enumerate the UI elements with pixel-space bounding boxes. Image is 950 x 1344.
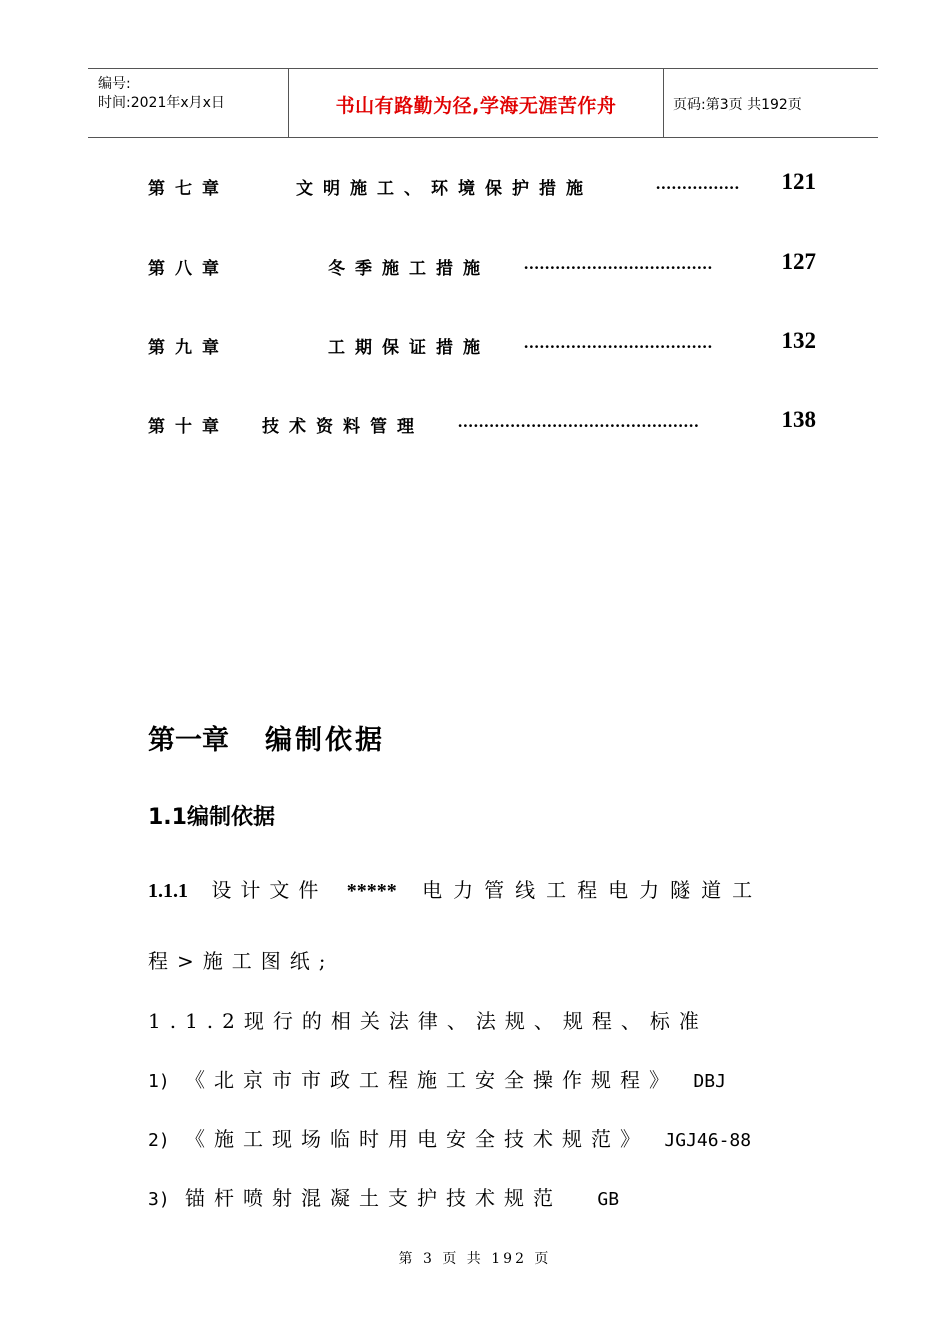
- reference-item: [148, 1182, 619, 1211]
- toc-entry[interactable]: [148, 250, 816, 280]
- reference-item: [148, 1123, 751, 1152]
- toc-leader-dots: ....................................: [524, 254, 713, 273]
- toc-leader-dots: ................: [656, 174, 740, 193]
- toc-page-number: 138: [781, 407, 816, 432]
- document-number-label: 编号:: [98, 76, 131, 92]
- page-footer: 第 3 页 共 192 页: [398, 1251, 552, 1267]
- paragraph-1-1-1-cont: 程>施工图纸;: [148, 949, 335, 973]
- document-time-label: 时间:2021年x月x日: [98, 95, 225, 111]
- section-heading: 1.1编制依据: [148, 805, 275, 830]
- chapter-number: 第一章: [148, 725, 229, 756]
- page-header: [88, 68, 878, 138]
- header-motto: 书山有路勤为径,学海无涯苦作舟: [335, 95, 617, 117]
- header-page-cell: [663, 69, 878, 137]
- reference-code: DBJ: [693, 1071, 726, 1092]
- reference-code: JGJ46-88: [664, 1130, 752, 1151]
- toc-chapter: 第七章: [148, 179, 229, 199]
- header-meta-cell: [88, 69, 288, 137]
- reference-title: 锚杆喷射混凝土支护技术规范: [185, 1186, 563, 1210]
- toc-page-number: 132: [781, 328, 816, 353]
- toc-page-number: 127: [781, 249, 816, 274]
- toc-chapter: 第八章: [148, 259, 229, 279]
- toc-entry[interactable]: [148, 408, 816, 438]
- toc-leader-dots: ....................................: [524, 333, 713, 352]
- reference-title: 《北京市市政工程施工安全操作规程》: [185, 1068, 679, 1092]
- toc-chapter: 第十章: [148, 417, 229, 437]
- chapter-title: 编制依据: [265, 725, 385, 756]
- toc-page-number: 121: [781, 169, 816, 194]
- item-text: 设计文件: [211, 878, 328, 902]
- paragraph-1-1-1: [148, 874, 763, 903]
- toc-title: 冬季施工措施: [328, 259, 490, 279]
- reference-number: 1): [148, 1071, 170, 1092]
- paragraph-1-1-2: 1.1.2现行的相关法律、法规、规程、标准: [148, 1009, 708, 1033]
- toc-entry[interactable]: [148, 329, 816, 359]
- reference-item: [148, 1064, 726, 1093]
- header-motto-cell: [288, 69, 664, 137]
- toc-title: 工期保证措施: [328, 338, 490, 358]
- chapter-heading: [148, 718, 385, 757]
- reference-title: 《施工现场临时用电安全技术规范》: [185, 1127, 650, 1151]
- item-stars: *****: [346, 880, 397, 902]
- reference-number: 3): [148, 1189, 170, 1210]
- item-text-rest: 电力管线工程电力隧道工: [422, 878, 764, 902]
- toc-leader-dots: ..............................................: [458, 412, 700, 431]
- header-page-info: 页码:第3页 共192页: [673, 97, 802, 113]
- toc-title: 文明施工、环境保护措施: [296, 179, 593, 199]
- toc-entry[interactable]: [148, 170, 816, 200]
- item-number: 1.1.1: [148, 880, 188, 902]
- toc-title: 技术资料管理: [262, 417, 424, 437]
- reference-number: 2): [148, 1130, 170, 1151]
- toc-chapter: 第九章: [148, 338, 229, 358]
- reference-code: GB: [597, 1189, 620, 1210]
